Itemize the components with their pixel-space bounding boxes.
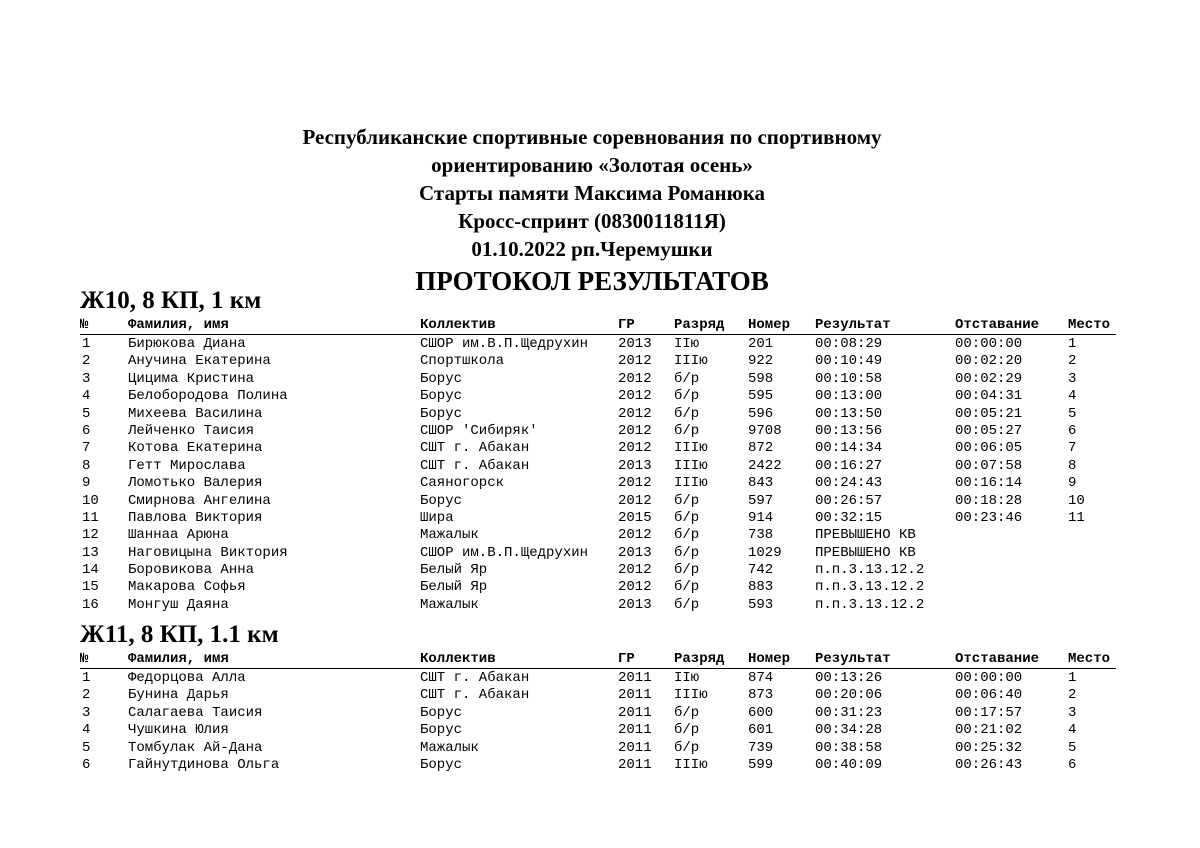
cell-team: СШОР 'Сибиряк' (420, 422, 538, 439)
cell-rank: б/р (674, 722, 700, 739)
table-row (80, 562, 1120, 579)
cell-name: Ломотько Валерия (128, 475, 263, 492)
cell-team: СШТ г. Абакан (420, 440, 530, 457)
cell-num: 6 (82, 422, 91, 439)
cell-team: Спортшкола (420, 353, 505, 370)
cell-team: Борус (420, 405, 463, 422)
cell-num: 13 (82, 544, 99, 561)
cell-year: 2012 (618, 370, 652, 387)
cell-result: 00:40:09 (815, 756, 883, 773)
cell-result: 00:13:56 (815, 422, 883, 439)
cell-result: 00:38:58 (815, 739, 883, 756)
cell-num: 7 (82, 440, 91, 457)
table-row (80, 687, 1120, 704)
cell-rank: б/р (674, 370, 700, 387)
cell-place: 6 (1068, 756, 1077, 773)
cell-gap: 00:00:00 (955, 670, 1023, 686)
cell-bib: 595 (748, 388, 774, 405)
cell-num: 5 (82, 405, 91, 422)
cell-result: 00:14:34 (815, 440, 883, 457)
cell-gap: 00:02:20 (955, 353, 1023, 370)
cell-bib: 201 (748, 336, 774, 352)
cell-place: 3 (1068, 704, 1077, 721)
cell-name: Гайнутдинова Ольга (128, 756, 280, 773)
cell-year: 2011 (618, 704, 652, 721)
table-row (80, 705, 1120, 722)
col-header-year: ГР (618, 317, 635, 333)
title-line-5: 01.10.2022 рп.Черемушки (471, 237, 713, 261)
cell-year: 2012 (618, 527, 652, 544)
cell-rank: б/р (674, 739, 700, 756)
table-row (80, 510, 1120, 527)
cell-bib: 600 (748, 704, 774, 721)
cell-year: 2011 (618, 739, 652, 756)
cell-num: 4 (82, 722, 91, 739)
cell-bib: 593 (748, 596, 774, 613)
cell-result: 00:31:23 (815, 704, 883, 721)
group-title: Ж11, 8 КП, 1.1 км (80, 621, 279, 648)
cell-place: 2 (1068, 353, 1077, 370)
protocol-title: ПРОТОКОЛ РЕЗУЛЬТАТОВ (415, 266, 769, 296)
cell-gap: 00:25:32 (955, 739, 1023, 756)
results-group-zh10 (80, 285, 1120, 614)
cell-gap: 00:17:57 (955, 704, 1023, 721)
cell-num: 9 (82, 475, 91, 492)
cell-gap: 00:18:28 (955, 492, 1023, 509)
cell-bib: 1029 (748, 544, 782, 561)
cell-gap: 00:07:58 (955, 457, 1023, 474)
cell-place: 8 (1068, 457, 1077, 474)
cell-team: Мажалык (420, 596, 479, 613)
cell-year: 2012 (618, 579, 652, 596)
cell-name: Павлова Виктория (128, 509, 263, 526)
cell-year: 2013 (618, 544, 652, 561)
cell-result: п.п.3.13.12.2 (815, 596, 925, 613)
cell-year: 2012 (618, 492, 652, 509)
table-row (80, 423, 1120, 440)
cell-bib: 883 (748, 579, 774, 596)
table-row (80, 458, 1120, 475)
cell-result: 00:08:29 (815, 336, 883, 352)
results-rows (80, 336, 1120, 614)
document-title-block (0, 123, 1184, 297)
cell-name: Боровикова Анна (128, 562, 255, 579)
cell-rank: б/р (674, 596, 700, 613)
cell-result: 00:24:43 (815, 475, 883, 492)
cell-num: 8 (82, 457, 91, 474)
table-row (80, 757, 1120, 774)
cell-num: 14 (82, 562, 99, 579)
cell-year: 2015 (618, 509, 652, 526)
table-row (80, 722, 1120, 739)
cell-year: 2012 (618, 405, 652, 422)
cell-bib: 874 (748, 670, 774, 686)
cell-place: 7 (1068, 440, 1077, 457)
table-row (80, 579, 1120, 596)
cell-name: Монгуш Даяна (128, 596, 229, 613)
cell-bib: 596 (748, 405, 774, 422)
cell-name: Макарова Софья (128, 579, 246, 596)
table-row (80, 440, 1120, 457)
cell-rank: IIIю (674, 687, 708, 704)
cell-year: 2012 (618, 440, 652, 457)
cell-result: 00:32:15 (815, 509, 883, 526)
cell-place: 9 (1068, 475, 1077, 492)
cell-year: 2012 (618, 353, 652, 370)
cell-bib: 2422 (748, 457, 782, 474)
cell-place: 1 (1068, 336, 1077, 352)
col-header-bib: Номер (748, 651, 791, 667)
cell-bib: 738 (748, 527, 774, 544)
cell-result: ПРЕВЫШЕНО КВ (815, 527, 916, 544)
cell-num: 2 (82, 353, 91, 370)
cell-team: Борус (420, 492, 463, 509)
title-line-3: Старты памяти Максима Романюка (419, 181, 765, 205)
cell-gap: 00:21:02 (955, 722, 1023, 739)
col-header-team: Коллектив (420, 651, 496, 667)
cell-year: 2013 (618, 596, 652, 613)
table-row (80, 353, 1120, 370)
cell-bib: 914 (748, 509, 774, 526)
title-line-1: Республиканские спортивные соревнования по спортивному (302, 125, 882, 149)
cell-rank: б/р (674, 509, 700, 526)
cell-team: Борус (420, 756, 463, 773)
cell-num: 2 (82, 687, 91, 704)
table-row (80, 527, 1120, 544)
cell-num: 11 (82, 509, 99, 526)
cell-num: 15 (82, 579, 99, 596)
cell-result: 00:13:50 (815, 405, 883, 422)
cell-team: Шира (420, 509, 454, 526)
cell-place: 3 (1068, 370, 1077, 387)
cell-year: 2011 (618, 722, 652, 739)
cell-gap: 00:16:14 (955, 475, 1023, 492)
cell-bib: 739 (748, 739, 774, 756)
cell-team: Белый Яр (420, 562, 488, 579)
results-rows (80, 670, 1120, 774)
cell-gap: 00:05:21 (955, 405, 1023, 422)
cell-name: Шаннаа Арюна (128, 527, 229, 544)
col-header-rank: Разряд (674, 651, 725, 667)
cell-year: 2011 (618, 670, 652, 686)
cell-name: Белобородова Полина (128, 388, 288, 405)
cell-team: Борус (420, 704, 463, 721)
cell-name: Котова Екатерина (128, 440, 263, 457)
cell-rank: б/р (674, 579, 700, 596)
cell-year: 2013 (618, 336, 652, 352)
cell-bib: 599 (748, 756, 774, 773)
cell-num: 3 (82, 370, 91, 387)
cell-bib: 597 (748, 492, 774, 509)
cell-team: Борус (420, 722, 463, 739)
cell-result: 00:10:58 (815, 370, 883, 387)
table-row (80, 740, 1120, 757)
cell-rank: б/р (674, 704, 700, 721)
cell-result: 00:26:57 (815, 492, 883, 509)
cell-team: СШОР им.В.П.Щедрухин (420, 336, 589, 352)
cell-place: 4 (1068, 722, 1077, 739)
cell-bib: 601 (748, 722, 774, 739)
cell-place: 6 (1068, 422, 1077, 439)
cell-result: 00:34:28 (815, 722, 883, 739)
cell-team: Мажалык (420, 739, 479, 756)
cell-num: 5 (82, 739, 91, 756)
cell-name: Анучина Екатерина (128, 353, 271, 370)
cell-rank: IIю (674, 336, 700, 352)
col-header-team: Коллектив (420, 317, 496, 333)
cell-team: СШОР им.В.П.Щедрухин (420, 544, 589, 561)
cell-rank: IIIю (674, 756, 708, 773)
cell-year: 2012 (618, 562, 652, 579)
cell-gap: 00:02:29 (955, 370, 1023, 387)
cell-gap: 00:06:40 (955, 687, 1023, 704)
table-row (80, 371, 1120, 388)
cell-rank: IIIю (674, 475, 708, 492)
cell-rank: б/р (674, 562, 700, 579)
cell-result: 00:16:27 (815, 457, 883, 474)
header-divider (80, 668, 1116, 669)
cell-result: 00:13:26 (815, 670, 883, 686)
cell-result: п.п.3.13.12.2 (815, 579, 925, 596)
cell-team: Саяногорск (420, 475, 505, 492)
results-group-zh11 (80, 619, 1120, 774)
cell-place: 2 (1068, 687, 1077, 704)
cell-result: 00:10:49 (815, 353, 883, 370)
cell-gap: 00:04:31 (955, 388, 1023, 405)
col-header-result: Результат (815, 317, 891, 333)
cell-name: Чушкина Юлия (128, 722, 229, 739)
cell-bib: 9708 (748, 422, 782, 439)
col-header-gap: Отставание (955, 317, 1040, 333)
cell-team: СШТ г. Абакан (420, 457, 530, 474)
cell-bib: 742 (748, 562, 774, 579)
cell-team: Белый Яр (420, 579, 488, 596)
col-header-num: № (80, 651, 89, 667)
cell-num: 3 (82, 704, 91, 721)
cell-result: 00:13:00 (815, 388, 883, 405)
cell-team: Мажалык (420, 527, 479, 544)
col-header-num: № (80, 317, 89, 333)
col-header-gap: Отставание (955, 651, 1040, 667)
cell-rank: б/р (674, 527, 700, 544)
col-header-bib: Номер (748, 317, 791, 333)
cell-num: 10 (82, 492, 99, 509)
group-title: Ж10, 8 КП, 1 км (80, 287, 262, 314)
col-header-rank: Разряд (674, 317, 725, 333)
cell-name: Федорцова Алла (128, 670, 246, 686)
cell-place: 5 (1068, 405, 1077, 422)
cell-place: 10 (1068, 492, 1085, 509)
cell-rank: IIIю (674, 457, 708, 474)
cell-bib: 598 (748, 370, 774, 387)
cell-team: СШТ г. Абакан (420, 670, 530, 686)
col-header-year: ГР (618, 651, 635, 667)
cell-bib: 873 (748, 687, 774, 704)
cell-gap: 00:23:46 (955, 509, 1023, 526)
cell-num: 1 (82, 670, 91, 686)
cell-rank: б/р (674, 405, 700, 422)
cell-num: 6 (82, 756, 91, 773)
cell-place: 5 (1068, 739, 1077, 756)
cell-result: 00:20:06 (815, 687, 883, 704)
title-line-2: ориентированию «Золотая осень» (431, 153, 753, 177)
table-row (80, 670, 1120, 687)
cell-year: 2012 (618, 422, 652, 439)
cell-bib: 872 (748, 440, 774, 457)
table-row (80, 475, 1120, 492)
cell-name: Бирюкова Диана (128, 336, 246, 352)
table-header (80, 317, 1120, 334)
table-row (80, 336, 1120, 353)
cell-year: 2011 (618, 756, 652, 773)
cell-name: Гетт Мирослава (128, 457, 246, 474)
table-row (80, 406, 1120, 423)
cell-num: 1 (82, 336, 91, 352)
cell-name: Томбулак Ай-Дана (128, 739, 263, 756)
cell-num: 12 (82, 527, 99, 544)
cell-year: 2011 (618, 687, 652, 704)
cell-team: Борус (420, 388, 463, 405)
col-header-result: Результат (815, 651, 891, 667)
table-header (80, 651, 1120, 668)
cell-name: Смирнова Ангелина (128, 492, 271, 509)
cell-rank: б/р (674, 544, 700, 561)
title-line-4: Кросс-спринт (0830011811Я) (458, 209, 726, 233)
table-row (80, 545, 1120, 562)
cell-place: 4 (1068, 388, 1077, 405)
cell-team: СШТ г. Абакан (420, 687, 530, 704)
cell-rank: б/р (674, 422, 700, 439)
col-header-place: Место (1068, 317, 1111, 333)
cell-result: п.п.3.13.12.2 (815, 562, 925, 579)
cell-bib: 922 (748, 353, 774, 370)
cell-place: 11 (1068, 509, 1085, 526)
cell-name: Наговицына Виктория (128, 544, 288, 561)
cell-bib: 843 (748, 475, 774, 492)
cell-place: 1 (1068, 670, 1077, 686)
cell-gap: 00:05:27 (955, 422, 1023, 439)
cell-year: 2013 (618, 457, 652, 474)
cell-team: Борус (420, 370, 463, 387)
cell-name: Бунина Дарья (128, 687, 229, 704)
cell-rank: IIIю (674, 353, 708, 370)
header-divider (80, 334, 1116, 335)
cell-name: Цицима Кристина (128, 370, 255, 387)
col-header-name: Фамилия, имя (128, 317, 229, 333)
cell-rank: б/р (674, 388, 700, 405)
cell-year: 2012 (618, 475, 652, 492)
col-header-place: Место (1068, 651, 1111, 667)
cell-name: Михеева Василина (128, 405, 263, 422)
col-header-name: Фамилия, имя (128, 651, 229, 667)
cell-name: Лейченко Таисия (128, 422, 255, 439)
cell-year: 2012 (618, 388, 652, 405)
table-row (80, 388, 1120, 405)
cell-gap: 00:06:05 (955, 440, 1023, 457)
table-row (80, 597, 1120, 614)
cell-rank: б/р (674, 492, 700, 509)
cell-gap: 00:26:43 (955, 756, 1023, 773)
table-row (80, 493, 1120, 510)
cell-rank: IIю (674, 670, 700, 686)
cell-name: Салагаева Таисия (128, 704, 263, 721)
cell-result: ПРЕВЫШЕНО КВ (815, 544, 916, 561)
cell-rank: IIIю (674, 440, 708, 457)
cell-gap: 00:00:00 (955, 336, 1023, 352)
cell-num: 4 (82, 388, 91, 405)
cell-num: 16 (82, 596, 99, 613)
